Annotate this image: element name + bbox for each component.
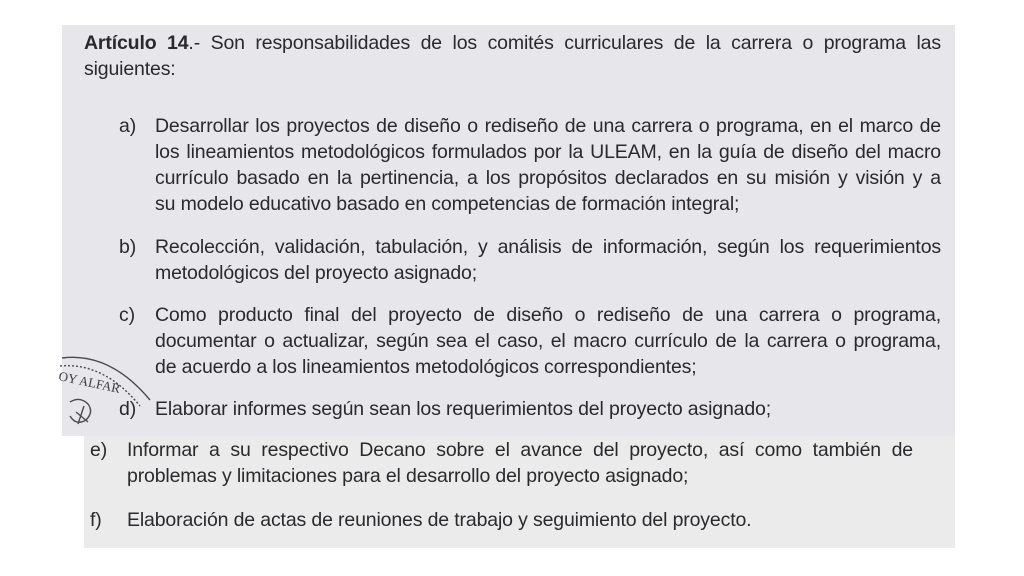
- item-a-line-1: Desarrollar los proyectos de diseño o rediseño de una carrera o programa, en el marco de: [155, 115, 941, 137]
- item-e-line-1: Informar a su respectivo Decano sobre el avance del proyecto, así como también de: [127, 439, 913, 461]
- article-intro-text: Son responsabilidades de los comités curriculares de la carrera o programa las: [210, 32, 941, 54]
- item-a-line-4: su modelo educativo basado en competencias de formación integral;: [155, 193, 740, 215]
- item-marker-f: f): [90, 509, 102, 531]
- item-a-line-2: los lineamientos metodológicos formulados por la ULEAM, en la guía de diseño del macro: [155, 141, 941, 163]
- item-marker-c: c): [119, 304, 135, 326]
- article-title: Artículo 14: [84, 32, 189, 54]
- item-c-line-3: de acuerdo a los lineamientos metodológicos correspondientes;: [155, 356, 697, 378]
- stamp-lettering: OY ALFAR: [57, 368, 122, 396]
- item-marker-b: b): [119, 236, 137, 258]
- item-marker-e: e): [90, 439, 108, 461]
- article-title-suffix: .-: [188, 32, 201, 54]
- item-marker-d: d): [119, 398, 137, 420]
- item-f-line-1: Elaboración de actas de reuniones de trabajo y seguimiento del proyecto.: [127, 509, 752, 531]
- article-intro-line-2: siguientes:: [84, 58, 176, 80]
- item-c-line-2: documentar o actualizar, según sea el caso, el macro currículo de la carrera o programa,: [155, 330, 941, 352]
- item-e-line-2: problemas y limitaciones para el desarrollo del proyecto asignado;: [127, 465, 689, 487]
- item-b-line-2: metodológicos del proyecto asignado;: [155, 262, 477, 284]
- item-a-line-3: currículo basado en la pertinencia, a los propósitos declarados en su misión y visión y a: [155, 167, 941, 189]
- item-marker-a: a): [119, 115, 137, 137]
- item-b-line-1: Recolección, validación, tabulación, y análisis de información, según los requerimientos: [155, 236, 941, 258]
- item-d-line-1: Elaborar informes según sean los requerimientos del proyecto asignado;: [155, 398, 772, 420]
- article-intro-line-1: [84, 30, 941, 57]
- item-c-line-1: Como producto final del proyecto de diseño o rediseño de una carrera o programa,: [155, 304, 941, 326]
